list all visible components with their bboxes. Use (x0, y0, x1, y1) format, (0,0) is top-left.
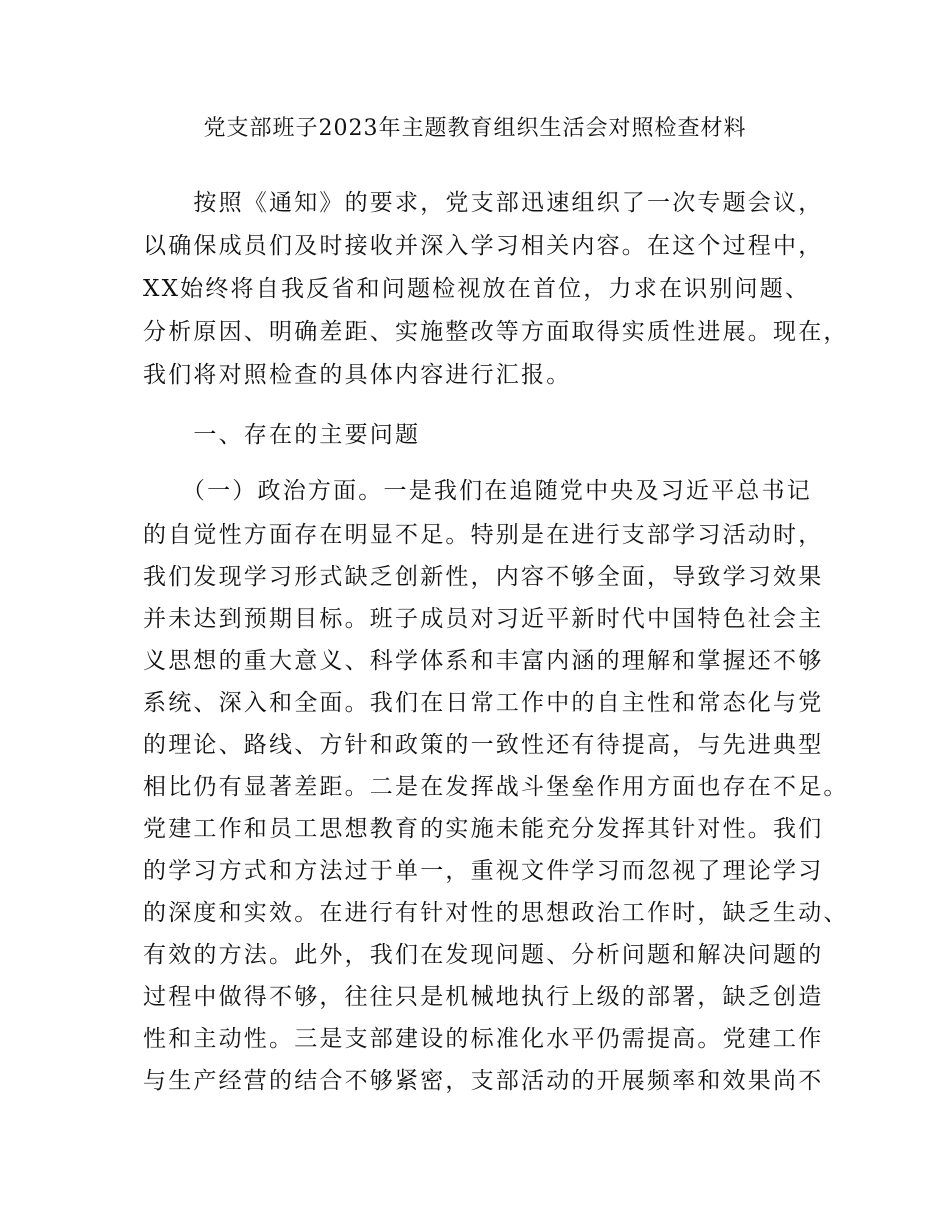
paragraph-line: 党建工作和员工思想教育的实施未能充分发挥其针对性。我们 (143, 816, 824, 842)
paragraph-line: 以确保成员们及时接收并深入学习相关内容。在这个过程中， (143, 233, 824, 259)
paragraph-line: 有效的方法。此外，我们在发现问题、分析问题和解决问题的 (143, 942, 824, 968)
paragraph-line: 按照《通知》的要求，党支部迅速组织了一次专题会议， (143, 190, 824, 216)
paragraph-line: 的学习方式和方法过于单一，重视文件学习而忽视了理论学习 (143, 858, 824, 884)
paragraph-line: 的深度和实效。在进行有针对性的思想政治工作时，缺乏生动、 (143, 900, 849, 926)
paragraph-line: 并未达到预期目标。班子成员对习近平新时代中国特色社会主 (143, 606, 824, 632)
paragraph-line: 的理论、路线、方针和政策的一致性还有待提高，与先进典型 (143, 732, 824, 758)
paragraph-line: 性和主动性。三是支部建设的标准化水平仍需提高。党建工作 (143, 1026, 824, 1052)
paragraph-line: （一）政治方面。一是我们在追随党中央及习近平总书记 (143, 478, 812, 504)
paragraph-line: 的自觉性方面存在明显不足。特别是在进行支部学习活动时， (143, 522, 824, 548)
document-title: 党支部班子2023年主题教育组织生活会对照检查材料 (203, 116, 747, 141)
paragraph-line: 义思想的重大意义、科学体系和丰富内涵的理解和掌握还不够 (143, 648, 824, 674)
paragraph-line: 我们将对照检查的具体内容进行汇报。 (143, 362, 572, 388)
paragraph-line: 系统、深入和全面。我们在日常工作中的自主性和常态化与党 (143, 690, 824, 716)
paragraph-line: 过程中做得不够，往往只是机械地执行上级的部署，缺乏创造 (143, 984, 824, 1010)
paragraph-line: 分析原因、明确差距、实施整改等方面取得实质性进展。现在， (143, 319, 849, 345)
paragraph-line: 相比仍有显著差距。二是在发挥战斗堡垒作用方面也存在不足。 (143, 774, 849, 800)
section-heading: 一、存在的主要问题 (143, 422, 421, 448)
paragraph-line: 与生产经营的结合不够紧密，支部活动的开展频率和效果尚不 (143, 1068, 824, 1094)
paragraph-line: XX始终将自我反省和问题检视放在首位，力求在识别问题、 (143, 276, 811, 302)
paragraph-line: 我们发现学习形式缺乏创新性，内容不够全面，导致学习效果 (143, 564, 824, 590)
